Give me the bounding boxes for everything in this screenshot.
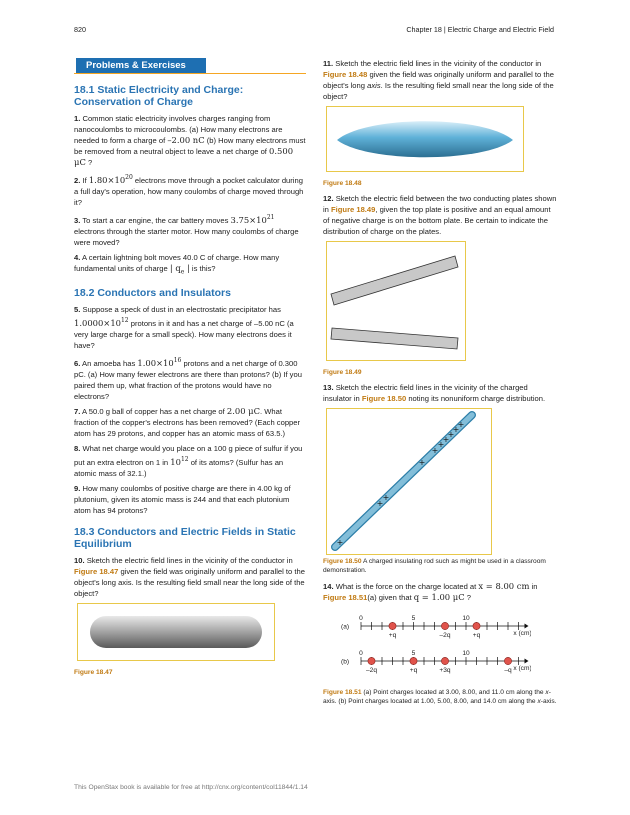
problem-6: 6. An amoeba has $1.00\times 10^{16}$ protons and a net charge of 0.300 pC. (a) How many fewer electrons are there than protons? (b) If you paired them up, what fraction of the protons would have no electrons? <box>74 357 302 401</box>
svg-text:+: + <box>418 458 426 467</box>
problem-3: 3. To start a car engine, the car battery moves $3.75\times 10^{21}$ electrons through the starter motor. How many coulombs of charge were moved? <box>74 213 299 247</box>
figure-18-48-label: Figure 18.48 <box>323 180 362 187</box>
line-b-charge-label: +3q <box>439 667 451 674</box>
line-b-tick-label: 10 <box>462 650 470 657</box>
problem-12: 12. Sketch the electric field between the two conducting plates shown in Figure 18.49, given the top plate is positive and an equal amount of negative charge is on the bottom plate. Be certain to indicate the distribution of charge on the plates. <box>323 194 557 236</box>
line-a-charge-label: +q <box>388 632 397 639</box>
problem-8: 8. What net charge would you place on a 100 g piece of sulfur if you put an extra electron on 1 in $10^{12}$ of its atoms? (Sulfur has an atomic mass of 32.1.) <box>74 443 303 478</box>
line-b-tick-label: 5 <box>411 650 416 657</box>
charged-rod <box>327 409 491 554</box>
svg-text:+: + <box>336 538 344 547</box>
figure-18-51-image <box>341 607 531 682</box>
line-a-tick-label: 0 <box>359 615 363 622</box>
line-a-axis-arrow <box>525 624 529 629</box>
problem-11: 11. Sketch the electric field lines in the vicinity of the conductor in Figure 18.48 given the field was originally uniform and parallel to the object's long axis. Is the resulting field small near the long side of the object? <box>323 59 554 101</box>
svg-text:+: + <box>442 435 450 444</box>
line-b-charge-label: –q <box>504 667 512 674</box>
heading-18-2: 18.2 Conductors and Insulators <box>74 287 231 300</box>
line-b-charge <box>368 657 375 664</box>
problem-7: 7. A 50.0 g ball of copper has a net charge of 2.00 μC. What fraction of the copper's electrons has been removed? (Each copper atom has 29 protons, and copper has an atomic mass of 63.5.) <box>74 405 301 438</box>
line-a-tick-label: 5 <box>411 615 416 622</box>
problem-9: 9. How many coulombs of positive charge are there in 4.00 kg of plutonium, given its atomic mass is 244 and that each plutonium atom has 94 protons? <box>74 483 291 515</box>
conducting-plates <box>327 242 465 360</box>
figure-18-50-caption: Figure 18.50 A charged insulating rod such as might be used in a classroom demonstration. <box>323 558 546 574</box>
line-a-charge <box>441 622 448 629</box>
svg-text:+: + <box>382 493 390 502</box>
line-a-charge <box>473 622 480 629</box>
line-a-charge-label: –2q <box>439 632 451 639</box>
line-b-charge <box>410 657 417 664</box>
section-title: Problems & Exercises <box>76 58 206 73</box>
figure-18-49-image <box>326 241 466 361</box>
line-b-tick-label: 0 <box>359 650 363 657</box>
svg-text:+: + <box>452 425 460 434</box>
bottom-plate <box>331 328 458 349</box>
right-column <box>323 58 558 712</box>
svg-text:+: + <box>431 446 439 455</box>
svg-text:+: + <box>376 499 384 508</box>
page-number: 820 <box>74 25 86 34</box>
line-b-charge <box>441 657 448 664</box>
lens-conductor <box>327 107 523 171</box>
chapter-header: Chapter 18 | Electric Charge and Electric Field <box>406 25 554 34</box>
figure-18-47-image <box>77 603 275 661</box>
line-b-charge-label: –2q <box>365 667 378 674</box>
line-a-tick-label: 10 <box>462 615 470 622</box>
figure-18-49-label: Figure 18.49 <box>323 369 362 376</box>
svg-text:+: + <box>437 440 445 449</box>
figure-18-47-label: Figure 18.47 <box>74 668 113 676</box>
svg-text:+: + <box>457 420 465 429</box>
svg-text:+: + <box>447 430 455 439</box>
heading-18-3: 18.3 Conductors and Electric Fields in Static Equilibrium <box>74 525 296 550</box>
top-plate <box>331 256 458 305</box>
figure-18-50-image <box>326 408 492 555</box>
problem-2: 2. If $1.80\times 10^{20}$ electrons move through a pocket calculator during a full day's operation, how many coulombs of charge moved through it? <box>74 174 304 207</box>
heading-18-1: 18.1 Static Electricity and Charge: Conservation of Charge <box>74 84 244 108</box>
left-column <box>74 58 306 682</box>
footer: This OpenStax book is available for free at http://cnx.org/content/col11844/1.14 <box>74 784 308 791</box>
line-a-axis-title: x (cm) <box>513 630 531 637</box>
line-b-label: (b) <box>341 658 350 666</box>
problem-13: 13. Sketch the electric field lines in the vicinity of the charged insulator in Figure 18.50 noting its nonuniform charge distribution. <box>323 383 546 403</box>
line-b-axis-arrow <box>525 659 529 664</box>
line-b-charge <box>504 657 511 664</box>
problem-10: 10. Sketch the electric field lines in the vicinity of the conductor in Figure 18.47 given the field was originally uniform and parallel to the object's long axis. Is the resulting field small near the long side of the object? <box>74 555 305 598</box>
problem-4: 4. A certain lightning bolt moves 40.0 C of charge. How many fundamental units of charge | $q_e$ | is this? <box>74 252 280 276</box>
point-charge-diagram <box>341 607 531 682</box>
problem-5: 5. Suppose a speck of dust in an electrostatic precipitator has $1.0000\times 10^{12}$ protons in it and has a net charge of –5.00 nC (a very large charge for a small speck). How many electrons does it have? <box>74 305 294 351</box>
line-a-charge-label: +q <box>472 632 481 639</box>
figure-18-48-image <box>326 106 524 172</box>
line-b-axis-title: x (cm) <box>513 665 531 672</box>
problem-14: 14. What is the force on the charge located at x = 8.00 cm in Figure 18.51(a) given that q = 1.00 μC ? <box>323 581 538 602</box>
line-a-label: (a) <box>341 623 350 631</box>
line-a-charge <box>389 622 396 629</box>
line-b-charge-label: +q <box>409 667 418 674</box>
cylinder-conductor <box>78 604 274 660</box>
problem-1: 1. Common static electricity involves charges ranging from nanocoulombs to microcoulombs. (a) How many electrons are needed to form a charge of –2.00 nC (b) How many electrons must be removed from a neutral object to leave a net charge of 0.500 μC ? <box>74 114 306 167</box>
figure-18-51-caption: Figure 18.51 (a) Point charges located at 3.00, 8.00, and 11.0 cm along the x-axis. (b) Point charges located at 1.00, 5.00, 8.00, and 14.0 cm along the x-axis. <box>323 689 557 705</box>
